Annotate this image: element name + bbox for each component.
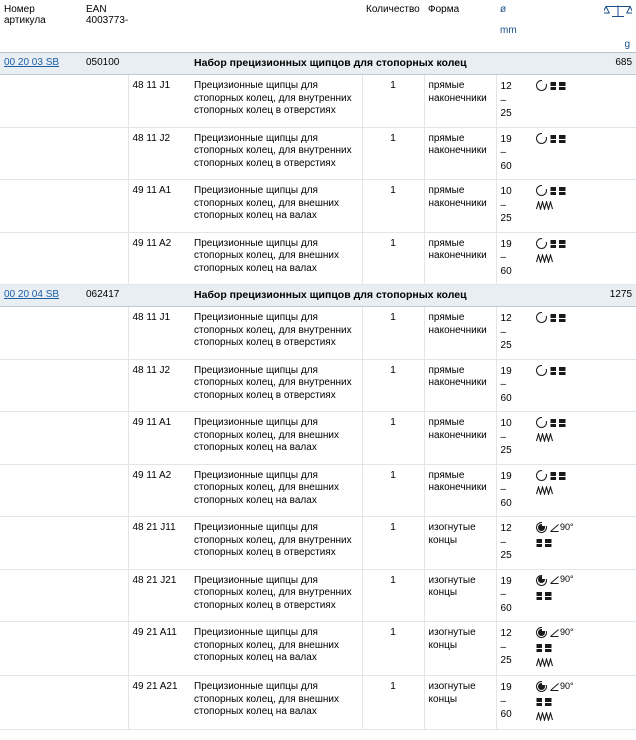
weight-unit: g [624, 39, 631, 50]
item-diameter [496, 412, 532, 465]
set-title: Набор прецизионных щипцов для стопорных колец [190, 53, 588, 75]
row-spacer [0, 622, 82, 676]
row-spacer [0, 232, 82, 285]
spring-icon [536, 658, 553, 667]
icon-row [536, 184, 584, 197]
item-weight [588, 622, 636, 676]
table-row [0, 127, 636, 180]
tips-icon [550, 470, 566, 481]
item-description: Прецизионные щипцы для стопорных колец, для внутренних стопорных колец в отверстиях [190, 75, 362, 128]
table-row [0, 412, 636, 465]
tips-icon [536, 590, 552, 601]
item-code: 49 21 A11 [128, 622, 190, 676]
item-weight [588, 569, 636, 622]
row-spacer [82, 464, 128, 517]
row-spacer [0, 307, 82, 360]
item-form: прямые наконечники [424, 412, 496, 465]
item-diameter [496, 127, 532, 180]
table-row [0, 464, 636, 517]
item-form: изогнутые концы [424, 622, 496, 676]
spring-icon [536, 201, 553, 210]
item-weight [588, 232, 636, 285]
tips-icon [550, 417, 566, 428]
icon-row [536, 431, 584, 444]
table-row [0, 307, 636, 360]
header-ean-line1: EAN [86, 4, 107, 15]
set-title: Набор прецизионных щипцов для стопорных колец [190, 285, 588, 307]
angle-90-icon [550, 574, 574, 585]
item-code: 49 11 A2 [128, 464, 190, 517]
item-quantity: 1 [362, 359, 424, 412]
diameter-line: 25 [500, 550, 512, 561]
item-icons [532, 517, 588, 570]
item-code: 48 11 J1 [128, 307, 190, 360]
item-diameter [496, 517, 532, 570]
set-ean: 062417 [82, 285, 190, 307]
item-code: 48 11 J2 [128, 359, 190, 412]
item-description: Прецизионные щипцы для стопорных колец, для внутренних стопорных колец в отверстиях [190, 359, 362, 412]
diameter-line: – [500, 431, 507, 443]
set-weight: 1275 [588, 285, 636, 307]
icon-row [536, 574, 584, 587]
item-code: 48 11 J2 [128, 127, 190, 180]
icon-row [536, 656, 584, 669]
item-code: 49 21 A21 [128, 676, 190, 730]
row-spacer [82, 412, 128, 465]
diameter-line: 60 [500, 497, 512, 509]
row-spacer [0, 569, 82, 622]
icon-row [536, 710, 584, 723]
tips-icon [550, 80, 566, 91]
item-quantity: 1 [362, 569, 424, 622]
item-diameter [496, 307, 532, 360]
icon-row [536, 589, 584, 602]
ring-straight-icon [536, 133, 547, 144]
diameter-line: 25 [500, 655, 512, 666]
spring-icon [536, 486, 553, 495]
diameter-line: 19 [500, 575, 512, 587]
table-row [0, 622, 636, 676]
table-row [0, 359, 636, 412]
balance-scale-icon [592, 4, 632, 29]
item-weight [588, 127, 636, 180]
item-description: Прецизионные щипцы для стопорных колец, для внешних стопорных колец на валах [190, 412, 362, 465]
item-quantity: 1 [362, 232, 424, 285]
item-diameter [496, 464, 532, 517]
item-form: изогнутые концы [424, 569, 496, 622]
diameter-line: 12 [500, 523, 512, 534]
item-form: изогнутые концы [424, 517, 496, 570]
item-weight [588, 676, 636, 730]
diameter-line: 19 [500, 682, 512, 693]
diameter-line: 12 [500, 313, 512, 324]
item-weight [588, 464, 636, 517]
diameter-line: – [500, 199, 507, 211]
icon-row [536, 484, 584, 497]
item-quantity: 1 [362, 75, 424, 128]
item-quantity: 1 [362, 412, 424, 465]
diameter-line: 25 [500, 108, 512, 119]
diameter-line: 60 [500, 602, 512, 614]
angle-90-icon [550, 627, 574, 638]
row-spacer [82, 232, 128, 285]
item-code: 49 11 A1 [128, 412, 190, 465]
ring-straight-icon [536, 365, 547, 376]
spring-icon [536, 254, 553, 263]
header-form: Форма [424, 0, 496, 52]
item-icons [532, 127, 588, 180]
ring-bent-icon [536, 627, 547, 638]
product-set-row [0, 53, 636, 75]
icon-row [536, 79, 584, 92]
row-spacer [82, 180, 128, 233]
item-quantity: 1 [362, 517, 424, 570]
tips-icon [536, 696, 552, 707]
table-row [0, 180, 636, 233]
diameter-line: – [500, 589, 507, 600]
set-article-link[interactable]: 00 20 03 SB [4, 57, 60, 68]
icon-row [536, 641, 584, 654]
header-diameter [496, 0, 532, 52]
set-article-link[interactable]: 00 20 04 SB [4, 289, 60, 300]
ring-straight-icon [536, 80, 547, 91]
item-weight [588, 412, 636, 465]
row-spacer [82, 307, 128, 360]
item-form: прямые наконечники [424, 464, 496, 517]
icon-row [536, 132, 584, 145]
header-ean-line2: 4003773- [86, 15, 129, 26]
set-article-cell[interactable] [0, 53, 82, 75]
tips-icon [536, 537, 552, 548]
icon-row [536, 237, 584, 250]
item-weight [588, 180, 636, 233]
diameter-line: 12 [500, 81, 512, 92]
diameter-line: – [500, 326, 507, 338]
row-spacer [0, 517, 82, 570]
row-spacer [82, 569, 128, 622]
row-spacer [82, 75, 128, 128]
item-code: 48 11 J1 [128, 75, 190, 128]
row-spacer [0, 180, 82, 233]
tips-icon [550, 185, 566, 196]
header-quantity: Количество [362, 0, 424, 52]
item-quantity: 1 [362, 307, 424, 360]
item-quantity: 1 [362, 464, 424, 517]
tips-icon [550, 133, 566, 144]
header-article-line2: артикула [4, 15, 46, 26]
ring-straight-icon [536, 238, 547, 249]
tips-icon [550, 312, 566, 323]
item-icons [532, 412, 588, 465]
row-spacer [0, 75, 82, 128]
angle-90-icon [550, 522, 574, 533]
diameter-line: – [500, 536, 507, 548]
item-code: 49 11 A2 [128, 232, 190, 285]
diameter-line: 19 [500, 238, 512, 250]
diameter-line: 60 [500, 392, 512, 404]
item-description: Прецизионные щипцы для стопорных колец, для внешних стопорных колец на валах [190, 232, 362, 285]
diameter-line: 19 [500, 470, 512, 482]
item-description: Прецизионные щипцы для стопорных колец, для внутренних стопорных колец в отверстиях [190, 127, 362, 180]
item-quantity: 1 [362, 676, 424, 730]
item-diameter [496, 359, 532, 412]
angle-90-label: 90° [560, 521, 574, 532]
diameter-line: – [500, 147, 507, 158]
item-diameter [496, 75, 532, 128]
row-spacer [0, 464, 82, 517]
item-description: Прецизионные щипцы для стопорных колец, для внешних стопорных колец на валах [190, 464, 362, 517]
row-spacer [82, 359, 128, 412]
diameter-line: – [500, 94, 507, 106]
header-icons [532, 0, 588, 52]
ring-straight-icon [536, 312, 547, 323]
diameter-line: 60 [500, 709, 512, 720]
icon-row [536, 626, 584, 639]
item-code: 48 21 J11 [128, 517, 190, 570]
diameter-line: 12 [500, 628, 512, 639]
ring-bent-icon [536, 522, 547, 533]
spring-icon [536, 433, 553, 442]
item-diameter [496, 232, 532, 285]
item-form: прямые наконечники [424, 180, 496, 233]
diameter-line: 10 [500, 186, 512, 197]
header-article [0, 0, 82, 52]
item-icons [532, 75, 588, 128]
row-spacer [82, 127, 128, 180]
item-icons [532, 307, 588, 360]
item-diameter [496, 569, 532, 622]
table-row [0, 517, 636, 570]
icon-row [536, 416, 584, 429]
spring-icon [536, 712, 553, 721]
row-spacer [82, 622, 128, 676]
item-form: прямые наконечники [424, 359, 496, 412]
item-form: изогнутые концы [424, 676, 496, 730]
diameter-line: 19 [500, 133, 512, 145]
set-ean: 050100 [82, 53, 190, 75]
set-article-cell[interactable] [0, 285, 82, 307]
item-description: Прецизионные щипцы для стопорных колец, для внутренних стопорных колец в отверстиях [190, 307, 362, 360]
row-spacer [0, 359, 82, 412]
item-description: Прецизионные щипцы для стопорных колец, для внутренних стопорных колец в отверстиях [190, 517, 362, 570]
item-icons [532, 622, 588, 676]
diameter-line: 10 [500, 418, 512, 429]
diameter-line: – [500, 641, 507, 653]
icon-row [536, 364, 584, 377]
product-set-row [0, 285, 636, 307]
icon-row [536, 680, 584, 693]
item-quantity: 1 [362, 127, 424, 180]
item-icons [532, 569, 588, 622]
item-form: прямые наконечники [424, 75, 496, 128]
item-description: Прецизионные щипцы для стопорных колец, для внутренних стопорных колец в отверстиях [190, 569, 362, 622]
diameter-line: – [500, 379, 507, 390]
item-weight [588, 307, 636, 360]
diameter-symbol: ø [500, 4, 507, 15]
angle-90-icon [550, 681, 574, 692]
item-icons [532, 180, 588, 233]
item-icons [532, 464, 588, 517]
table-header-row [0, 0, 636, 52]
item-icons [532, 232, 588, 285]
diameter-line: 60 [500, 160, 512, 172]
tips-icon [550, 365, 566, 376]
diameter-line: – [500, 252, 507, 263]
item-description: Прецизионные щипцы для стопорных колец, для внешних стопорных колец на валах [190, 622, 362, 676]
item-icons [532, 676, 588, 730]
item-icons [532, 359, 588, 412]
icon-row [536, 252, 584, 265]
table-row [0, 75, 636, 128]
icon-row [536, 536, 584, 549]
item-quantity: 1 [362, 622, 424, 676]
icon-row [536, 311, 584, 324]
row-spacer [82, 676, 128, 730]
item-form: прямые наконечники [424, 127, 496, 180]
ring-bent-icon [536, 681, 547, 692]
table-row [0, 569, 636, 622]
angle-90-label: 90° [560, 574, 574, 585]
item-code: 48 21 J21 [128, 569, 190, 622]
ring-bent-icon [536, 575, 547, 586]
icon-row [536, 521, 584, 534]
table-row [0, 232, 636, 285]
item-diameter [496, 622, 532, 676]
angle-90-label: 90° [560, 626, 574, 637]
row-spacer [0, 127, 82, 180]
tips-icon [550, 238, 566, 249]
item-diameter [496, 676, 532, 730]
diameter-line: 60 [500, 265, 512, 277]
item-code: 49 11 A1 [128, 180, 190, 233]
item-form: прямые наконечники [424, 232, 496, 285]
header-spacer [190, 0, 362, 52]
item-weight [588, 359, 636, 412]
diameter-line: 25 [500, 340, 512, 351]
diameter-line: 19 [500, 365, 512, 377]
item-weight [588, 517, 636, 570]
angle-90-label: 90° [560, 680, 574, 691]
item-diameter [496, 180, 532, 233]
diameter-line: – [500, 484, 507, 495]
item-description: Прецизионные щипцы для стопорных колец, для внешних стопорных колец на валах [190, 676, 362, 730]
row-spacer [0, 412, 82, 465]
item-quantity: 1 [362, 180, 424, 233]
icon-row [536, 695, 584, 708]
table-row [0, 676, 636, 730]
ring-straight-icon [536, 470, 547, 481]
item-description: Прецизионные щипцы для стопорных колец, для внешних стопорных колец на валах [190, 180, 362, 233]
icon-row [536, 469, 584, 482]
diameter-line: 25 [500, 445, 512, 456]
item-weight [588, 75, 636, 128]
set-weight: 685 [588, 53, 636, 75]
tips-icon [536, 642, 552, 653]
diameter-line: 25 [500, 213, 512, 224]
icon-row [536, 199, 584, 212]
header-ean [82, 0, 190, 52]
ring-straight-icon [536, 417, 547, 428]
diameter-line: – [500, 695, 507, 707]
row-spacer [0, 676, 82, 730]
item-form: прямые наконечники [424, 307, 496, 360]
header-weight [588, 0, 636, 52]
ring-straight-icon [536, 185, 547, 196]
row-spacer [82, 517, 128, 570]
header-article-line1: Номер [4, 4, 35, 15]
diameter-unit: mm [500, 25, 517, 36]
